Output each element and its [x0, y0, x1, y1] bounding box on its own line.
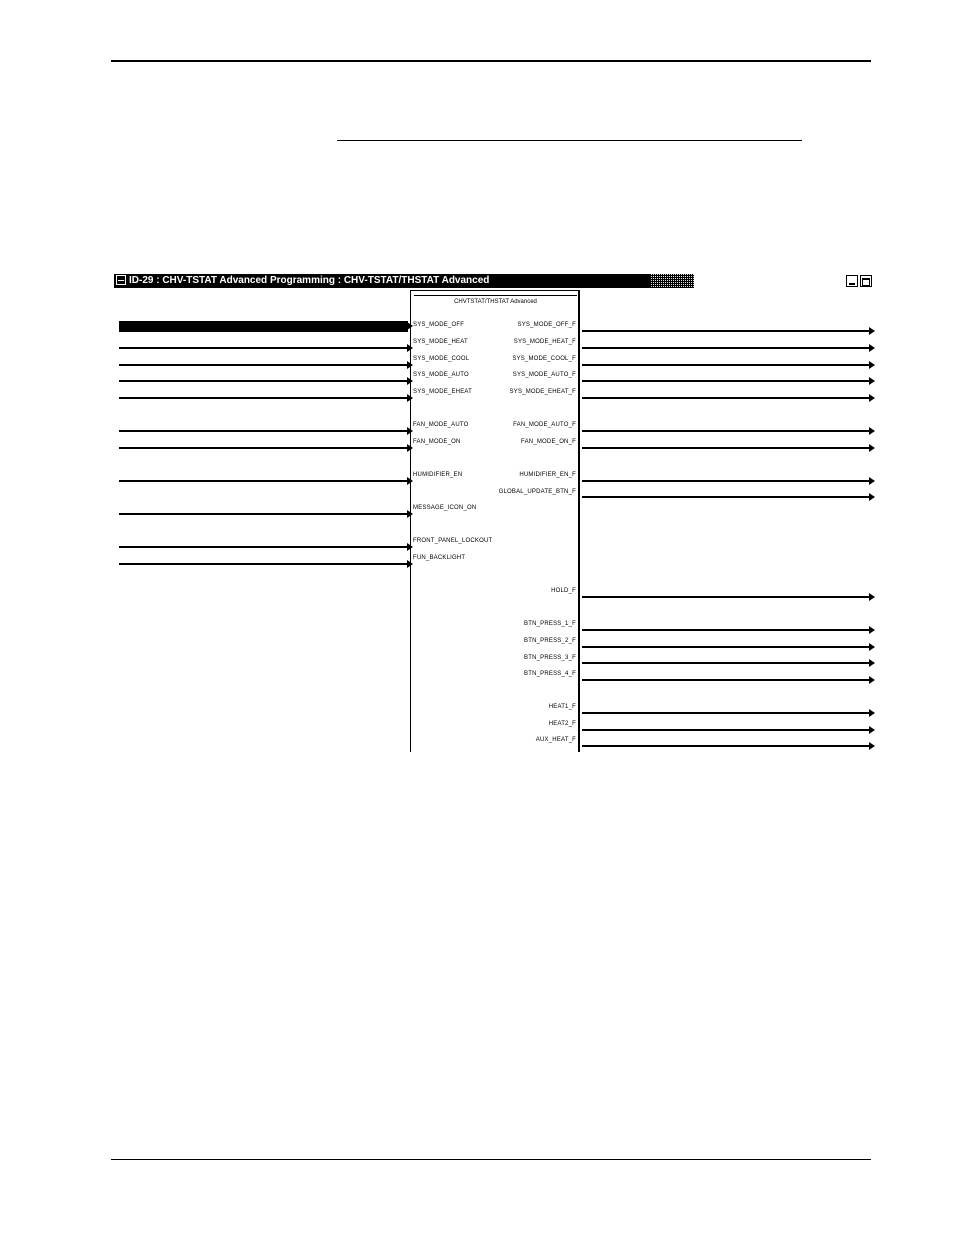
output-wire-fan-mode-auto-f[interactable] [582, 430, 870, 432]
output-pin-label: HOLD_F [551, 588, 576, 594]
input-wire-humidifier-en[interactable] [119, 480, 408, 482]
input-pin-label: FUN_BACKLIGHT [413, 555, 466, 561]
window-icon[interactable] [116, 275, 126, 285]
titlebar-gradient [650, 274, 694, 288]
output-pin-label: HUMIDIFIER_EN_F [519, 472, 576, 478]
output-wire-heat2-f[interactable] [582, 729, 870, 731]
output-pin-label: GLOBAL_UPDATE_BTN_F [498, 489, 576, 495]
output-wire-aux-heat-f[interactable] [582, 745, 870, 747]
output-wire-sys-mode-eheat-f[interactable] [582, 397, 870, 399]
input-wire-front-panel-lockout[interactable] [119, 546, 408, 548]
output-pin-label: SYS_MODE_EHEAT_F [509, 389, 576, 395]
output-pin-label: SYS_MODE_HEAT_F [513, 339, 576, 345]
minimize-icon[interactable] [846, 275, 858, 287]
output-pin-label: BTN_PRESS_3_F [524, 655, 576, 661]
maximize-icon[interactable] [860, 275, 872, 287]
output-pin-label: HEAT2_F [548, 721, 576, 727]
input-pin-label: SYS_MODE_AUTO [413, 372, 469, 378]
output-pin-label: AUX_HEAT_F [535, 737, 576, 743]
output-wire-sys-mode-cool-f[interactable] [582, 364, 870, 366]
block-header: CHVTSTAT/THSTAT Advanced [414, 295, 577, 308]
output-wire-sys-mode-heat-f[interactable] [582, 347, 870, 349]
window-titlebar[interactable] [114, 274, 694, 288]
output-wire-sys-mode-auto-f[interactable] [582, 380, 870, 382]
output-pin-label: SYS_MODE_OFF_F [517, 322, 576, 328]
input-pin-label: SYS_MODE_HEAT [413, 339, 468, 345]
input-wire-sys-mode-auto[interactable] [119, 380, 408, 382]
output-pin-label: FAN_MODE_ON_F [521, 439, 576, 445]
output-pin-label: FAN_MODE_AUTO_F [513, 422, 576, 428]
caption-rule [337, 140, 802, 141]
input-pin-label: FRONT_PANEL_LOCKOUT [413, 538, 493, 544]
input-wire-message-icon-on[interactable] [119, 513, 408, 515]
input-pin-label: MESSAGE_ICON_ON [413, 505, 477, 511]
output-wire-btn-press-2-f[interactable] [582, 646, 870, 648]
output-wire-sys-mode-off-f[interactable] [582, 330, 870, 332]
output-wire-fan-mode-on-f[interactable] [582, 447, 870, 449]
input-pin-label: SYS_MODE_COOL [413, 356, 470, 362]
input-pin-label: SYS_MODE_EHEAT [413, 389, 473, 395]
input-wire-fan-mode-on[interactable] [119, 447, 408, 449]
output-wire-btn-press-4-f[interactable] [582, 679, 870, 681]
output-pin-label: BTN_PRESS_1_F [524, 621, 576, 627]
output-wire-btn-press-3-f[interactable] [582, 662, 870, 664]
input-pin-label: FAN_MODE_ON [413, 439, 461, 445]
bottom-rule [111, 1159, 871, 1160]
output-pin-label: SYS_MODE_COOL_F [512, 356, 576, 362]
input-pin-label: HUMIDIFIER_EN [413, 472, 463, 478]
output-pin-label: BTN_PRESS_4_F [524, 671, 576, 677]
output-wire-global-update-btn-f[interactable] [582, 496, 870, 498]
output-wire-heat1-f[interactable] [582, 712, 870, 714]
window-controls [846, 275, 872, 288]
input-wire-fan-mode-auto[interactable] [119, 430, 408, 432]
output-pin-label: SYS_MODE_AUTO_F [512, 372, 576, 378]
input-wire-sys-mode-heat[interactable] [119, 347, 408, 349]
input-wire-sys-mode-eheat[interactable] [119, 397, 408, 399]
input-pin-label: FAN_MODE_AUTO [413, 422, 469, 428]
input-wire-sys-mode-off[interactable] [119, 321, 408, 332]
input-pin-label: SYS_MODE_OFF [413, 322, 465, 328]
input-wire-fun-backlight[interactable] [119, 563, 408, 565]
output-wire-hold-f[interactable] [582, 596, 870, 598]
input-wire-sys-mode-cool[interactable] [119, 364, 408, 366]
top-rule [111, 60, 871, 62]
output-pin-label: HEAT1_F [548, 704, 576, 710]
output-wire-humidifier-en-f[interactable] [582, 480, 870, 482]
output-wire-btn-press-1-f[interactable] [582, 629, 870, 631]
window-title: ID-29 : CHV-TSTAT Advanced Programming : CHV-TSTAT/THSTAT Advanced [129, 275, 490, 286]
output-pin-label: BTN_PRESS_2_F [524, 638, 576, 644]
